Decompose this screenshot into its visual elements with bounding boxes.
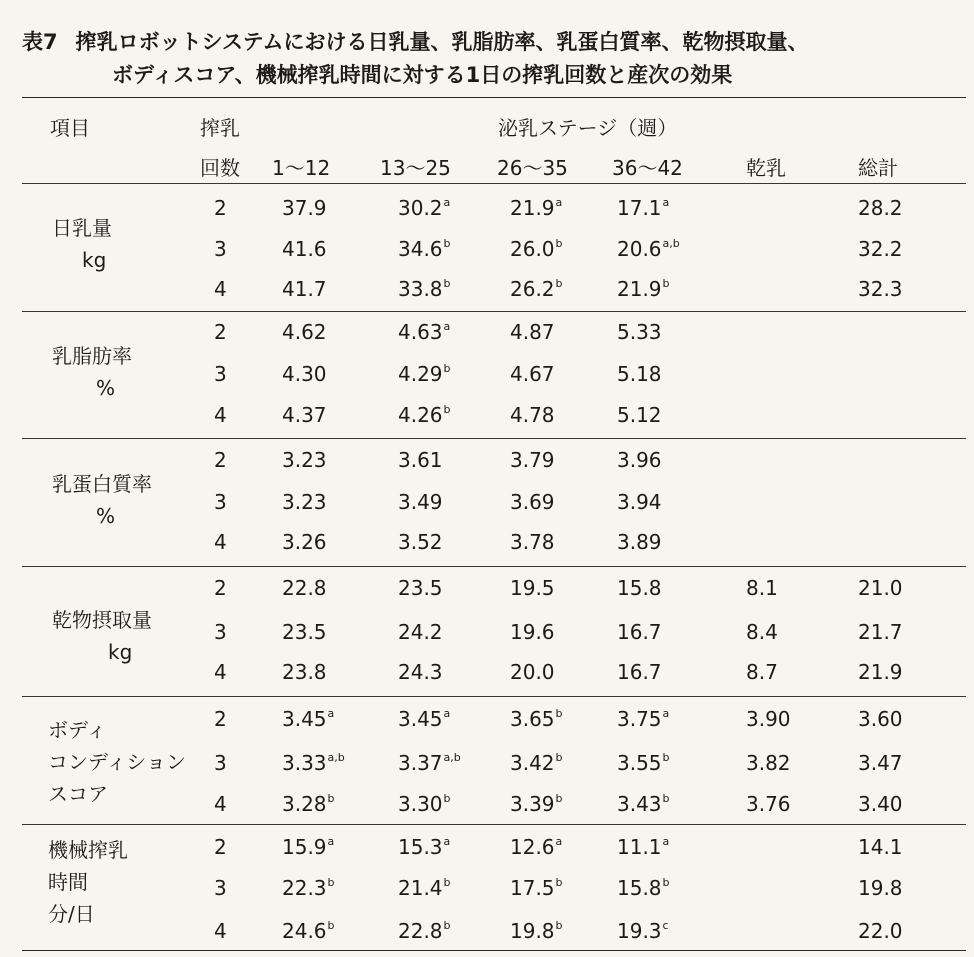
cell-value: 3.55: [617, 751, 662, 775]
cell-value: 15.3: [398, 835, 443, 859]
significance-mark: b: [555, 919, 563, 932]
significance-mark: a: [443, 707, 451, 720]
table-cell: [746, 707, 791, 731]
caption-text-2: ボディスコア、機械搾乳時間に対する1日の搾乳回数と産次の効果: [112, 63, 733, 87]
table-cell: [858, 876, 903, 900]
cell-value: 41.6: [282, 237, 327, 261]
column-header: 総計: [858, 156, 898, 180]
table-cell: [617, 660, 662, 684]
cell-value: 3.39: [510, 792, 555, 816]
column-header: 26～35: [497, 156, 568, 180]
table-cell: [617, 277, 670, 301]
significance-mark: b: [555, 792, 563, 805]
table-cell: [398, 403, 451, 427]
table-cell: [398, 448, 443, 472]
cell-value: 30.2: [398, 196, 443, 220]
table-cell: [282, 277, 327, 301]
caption-line-1: [22, 30, 809, 54]
milking-count: 4: [214, 277, 227, 301]
section-label-line: kg: [108, 640, 133, 664]
cell-value: 19.3: [617, 919, 662, 943]
cell-value: 19.5: [510, 576, 555, 600]
header-lactation-stage: 泌乳ステージ（週）: [498, 116, 678, 140]
section-label-line: 時間: [48, 870, 88, 894]
cell-value: 26.2: [510, 277, 555, 301]
cell-value: 32.2: [858, 237, 903, 261]
section-label-line: 日乳量: [52, 216, 112, 240]
cell-value: 3.33: [282, 751, 327, 775]
section-label-line: 分/日: [48, 902, 95, 926]
table-cell: [510, 707, 563, 731]
milking-count: 3: [214, 362, 227, 386]
milking-count: 3: [214, 237, 227, 261]
significance-mark: a,b: [662, 237, 680, 250]
table-cell: [510, 448, 555, 472]
cell-value: 26.0: [510, 237, 555, 261]
section-label-line: ボディ: [48, 718, 107, 742]
milking-count: 4: [214, 403, 227, 427]
cell-value: 3.49: [398, 490, 443, 514]
table-cell: [398, 835, 450, 859]
cell-value: 4.63: [398, 320, 443, 344]
significance-mark: b: [555, 277, 563, 290]
cell-value: 11.1: [617, 835, 662, 859]
cell-value: 3.45: [398, 707, 443, 731]
table-cell: [398, 707, 450, 731]
table-cell: [617, 876, 670, 900]
table-cell: [282, 707, 334, 731]
significance-mark: b: [555, 876, 563, 889]
table-cell: [282, 876, 335, 900]
table-cell: [282, 792, 335, 816]
significance-mark: b: [555, 751, 563, 764]
section-rule: [22, 566, 966, 567]
cell-value: 3.82: [746, 751, 791, 775]
section-label-line: スコア: [48, 782, 108, 806]
cell-value: 21.0: [858, 576, 903, 600]
table-cell: [617, 448, 662, 472]
table-cell: [617, 792, 670, 816]
cell-value: 19.8: [510, 919, 555, 943]
table-cell: [510, 530, 555, 554]
cell-value: 3.23: [282, 448, 327, 472]
header-milking-bottom: 回数: [200, 156, 240, 180]
cell-value: 33.8: [398, 277, 443, 301]
table-cell: [617, 320, 662, 344]
table-cell: [746, 576, 778, 600]
table-cell: [282, 403, 327, 427]
cell-value: 23.5: [398, 576, 443, 600]
table-cell: [398, 362, 451, 386]
cell-value: 22.8: [282, 576, 327, 600]
section-rule: [22, 696, 966, 697]
table-cell: [398, 751, 461, 775]
table-caption: [22, 26, 952, 92]
table-cell: [617, 237, 680, 261]
table-cell: [398, 660, 443, 684]
significance-mark: b: [443, 403, 451, 416]
table-cell: [617, 362, 662, 386]
table-cell: [282, 919, 335, 943]
cell-value: 12.6: [510, 835, 555, 859]
cell-value: 4.62: [282, 320, 327, 344]
significance-mark: a: [555, 835, 563, 848]
table-cell: [746, 620, 778, 644]
significance-mark: b: [327, 919, 335, 932]
table-cell: [510, 876, 563, 900]
significance-mark: c: [662, 919, 669, 932]
table-cell: [282, 660, 327, 684]
cell-value: 3.96: [617, 448, 662, 472]
header-milking-top: 搾乳: [200, 116, 240, 140]
cell-value: 15.9: [282, 835, 327, 859]
table-cell: [510, 792, 563, 816]
cell-value: 19.6: [510, 620, 555, 644]
cell-value: 34.6: [398, 237, 443, 261]
cell-value: 14.1: [858, 835, 903, 859]
table-cell: [510, 576, 555, 600]
table-cell: [858, 660, 903, 684]
milking-count: 2: [214, 448, 227, 472]
table-cell: [398, 320, 450, 344]
cell-value: 21.9: [858, 660, 903, 684]
table-cell: [858, 620, 903, 644]
cell-value: 22.8: [398, 919, 443, 943]
table-top-rule: [22, 97, 966, 98]
cell-value: 3.28: [282, 792, 327, 816]
milking-count: 3: [214, 876, 227, 900]
significance-mark: b: [443, 362, 451, 375]
cell-value: 19.8: [858, 876, 903, 900]
cell-value: 24.3: [398, 660, 443, 684]
section-label: [48, 714, 186, 810]
table-cell: [510, 196, 562, 220]
section-label-line: 機械搾乳: [48, 838, 128, 862]
table-cell: [858, 576, 903, 600]
table-cell: [398, 792, 451, 816]
table-cell: [617, 835, 669, 859]
milking-count: 2: [214, 320, 227, 344]
cell-value: 15.8: [617, 576, 662, 600]
significance-mark: a: [662, 707, 670, 720]
table-cell: [617, 530, 662, 554]
significance-mark: b: [443, 277, 451, 290]
cell-value: 3.52: [398, 530, 443, 554]
cell-value: 24.6: [282, 919, 327, 943]
table-cell: [282, 620, 327, 644]
cell-value: 22.0: [858, 919, 903, 943]
cell-value: 16.7: [617, 620, 662, 644]
section-label: [52, 340, 132, 404]
cell-value: 37.9: [282, 196, 327, 220]
table-cell: [282, 530, 327, 554]
cell-value: 3.26: [282, 530, 327, 554]
table-cell: [282, 448, 327, 472]
cell-value: 15.8: [617, 876, 662, 900]
table-cell: [398, 576, 443, 600]
significance-mark: b: [555, 707, 563, 720]
milking-count: 4: [214, 530, 227, 554]
milking-count: 2: [214, 835, 227, 859]
cell-value: 24.2: [398, 620, 443, 644]
significance-mark: a,b: [443, 751, 461, 764]
section-label: [52, 468, 152, 532]
table-cell: [510, 835, 562, 859]
cell-value: 23.5: [282, 620, 327, 644]
section-label-line: %: [96, 376, 116, 400]
column-header: 13～25: [380, 156, 451, 180]
table-cell: [282, 237, 327, 261]
cell-value: 28.2: [858, 196, 903, 220]
significance-mark: b: [443, 237, 451, 250]
table-cell: [858, 277, 903, 301]
milking-count: 2: [214, 196, 227, 220]
significance-mark: a,b: [327, 751, 345, 764]
cell-value: 3.90: [746, 707, 791, 731]
cell-value: 23.8: [282, 660, 327, 684]
column-header: 1～12: [272, 156, 331, 180]
section-label: [48, 834, 128, 930]
table-cell: [617, 490, 662, 514]
table-cell: [510, 919, 563, 943]
section-label-line: 乾物摂取量: [52, 608, 152, 632]
section-label-line: コンディション: [48, 750, 186, 774]
cell-value: 5.18: [617, 362, 662, 386]
header-item: 項目: [50, 116, 90, 140]
cell-value: 3.42: [510, 751, 555, 775]
section-rule: [22, 824, 966, 825]
section-rule: [22, 438, 966, 439]
table-cell: [858, 919, 903, 943]
section-rule: [22, 183, 966, 184]
cell-value: 4.26: [398, 403, 443, 427]
significance-mark: b: [443, 876, 451, 889]
milking-count: 4: [214, 792, 227, 816]
cell-value: 4.87: [510, 320, 555, 344]
table-cell: [617, 196, 669, 220]
cell-value: 4.29: [398, 362, 443, 386]
table-cell: [858, 751, 903, 775]
section-rule: [22, 311, 966, 312]
significance-mark: b: [555, 237, 563, 250]
cell-value: 21.7: [858, 620, 903, 644]
table-cell: [746, 792, 791, 816]
milking-count: 2: [214, 576, 227, 600]
significance-mark: b: [662, 277, 670, 290]
table-cell: [510, 277, 563, 301]
significance-mark: b: [443, 792, 451, 805]
cell-value: 3.60: [858, 707, 903, 731]
table-cell: [858, 237, 903, 261]
cell-value: 8.4: [746, 620, 778, 644]
table-cell: [510, 490, 555, 514]
cell-value: 3.47: [858, 751, 903, 775]
milking-count: 4: [214, 660, 227, 684]
cell-value: 17.1: [617, 196, 662, 220]
cell-value: 32.3: [858, 277, 903, 301]
cell-value: 8.1: [746, 576, 778, 600]
table-cell: [398, 530, 443, 554]
table-cell: [858, 835, 903, 859]
table-cell: [617, 403, 662, 427]
section-label-line: 乳蛋白質率: [52, 472, 152, 496]
section-label: [52, 212, 112, 276]
table-cell: [398, 490, 443, 514]
milking-count: 3: [214, 751, 227, 775]
cell-value: 3.43: [617, 792, 662, 816]
significance-mark: b: [662, 751, 670, 764]
table-cell: [510, 751, 563, 775]
section-label-line: 乳脂肪率: [52, 344, 132, 368]
column-header: 36～42: [612, 156, 683, 180]
milking-count: 3: [214, 490, 227, 514]
table-cell: [510, 320, 555, 344]
significance-mark: a: [443, 196, 451, 209]
table-cell: [617, 751, 670, 775]
cell-value: 4.67: [510, 362, 555, 386]
table-cell: [746, 660, 778, 684]
table-cell: [617, 919, 669, 943]
table-cell: [398, 620, 443, 644]
cell-value: 3.40: [858, 792, 903, 816]
cell-value: 5.12: [617, 403, 662, 427]
table-cell: [282, 490, 327, 514]
cell-value: 20.6: [617, 237, 662, 261]
cell-value: 21.4: [398, 876, 443, 900]
table-cell: [282, 320, 327, 344]
significance-mark: b: [327, 792, 335, 805]
table-cell: [398, 196, 450, 220]
cell-value: 3.23: [282, 490, 327, 514]
table-cell: [282, 576, 327, 600]
cell-value: 3.79: [510, 448, 555, 472]
table-cell: [510, 660, 555, 684]
table-cell: [398, 919, 451, 943]
significance-mark: a: [555, 196, 563, 209]
section-label: [52, 604, 152, 668]
significance-mark: a: [327, 835, 335, 848]
table-cell: [617, 576, 662, 600]
cell-value: 5.33: [617, 320, 662, 344]
table-cell: [617, 707, 669, 731]
cell-value: 21.9: [617, 277, 662, 301]
cell-value: 4.37: [282, 403, 327, 427]
significance-mark: b: [662, 876, 670, 889]
cell-value: 20.0: [510, 660, 555, 684]
table-cell: [617, 620, 662, 644]
cell-value: 3.30: [398, 792, 443, 816]
cell-value: 3.65: [510, 707, 555, 731]
cell-value: 4.78: [510, 403, 555, 427]
cell-value: 3.75: [617, 707, 662, 731]
table-cell: [282, 362, 327, 386]
table-bottom-rule: [22, 950, 966, 951]
significance-mark: b: [327, 876, 335, 889]
cell-value: 8.7: [746, 660, 778, 684]
table-cell: [510, 620, 555, 644]
cell-value: 3.78: [510, 530, 555, 554]
table-cell: [398, 277, 451, 301]
cell-value: 3.61: [398, 448, 443, 472]
significance-mark: a: [443, 320, 451, 333]
table-cell: [746, 751, 791, 775]
cell-value: 3.37: [398, 751, 443, 775]
milking-count: 3: [214, 620, 227, 644]
table-cell: [858, 792, 903, 816]
cell-value: 3.76: [746, 792, 791, 816]
cell-value: 3.69: [510, 490, 555, 514]
cell-value: 21.9: [510, 196, 555, 220]
section-label-line: kg: [82, 248, 107, 272]
cell-value: 4.30: [282, 362, 327, 386]
cell-value: 16.7: [617, 660, 662, 684]
cell-value: 3.89: [617, 530, 662, 554]
section-label-line: %: [96, 504, 116, 528]
significance-mark: a: [327, 707, 335, 720]
cell-value: 22.3: [282, 876, 327, 900]
cell-value: 41.7: [282, 277, 327, 301]
cell-value: 3.45: [282, 707, 327, 731]
caption-text-1: 搾乳ロボットシステムにおける日乳量、乳脂肪率、乳蛋白質率、乾物摂取量、: [75, 30, 809, 54]
table-cell: [510, 403, 555, 427]
table-cell: [282, 196, 327, 220]
significance-mark: a: [443, 835, 451, 848]
significance-mark: b: [662, 792, 670, 805]
column-header: 乾乳: [746, 156, 786, 180]
table-cell: [858, 196, 903, 220]
milking-count: 2: [214, 707, 227, 731]
significance-mark: a: [662, 196, 670, 209]
significance-mark: a: [662, 835, 670, 848]
table-cell: [398, 876, 451, 900]
table-cell: [282, 835, 334, 859]
table-number: 表7: [22, 30, 58, 54]
table-cell: [858, 707, 903, 731]
milking-count: 4: [214, 919, 227, 943]
significance-mark: b: [443, 919, 451, 932]
cell-value: 3.94: [617, 490, 662, 514]
table-cell: [510, 237, 563, 261]
cell-value: 17.5: [510, 876, 555, 900]
table-cell: [398, 237, 451, 261]
table-cell: [282, 751, 345, 775]
table-cell: [510, 362, 555, 386]
